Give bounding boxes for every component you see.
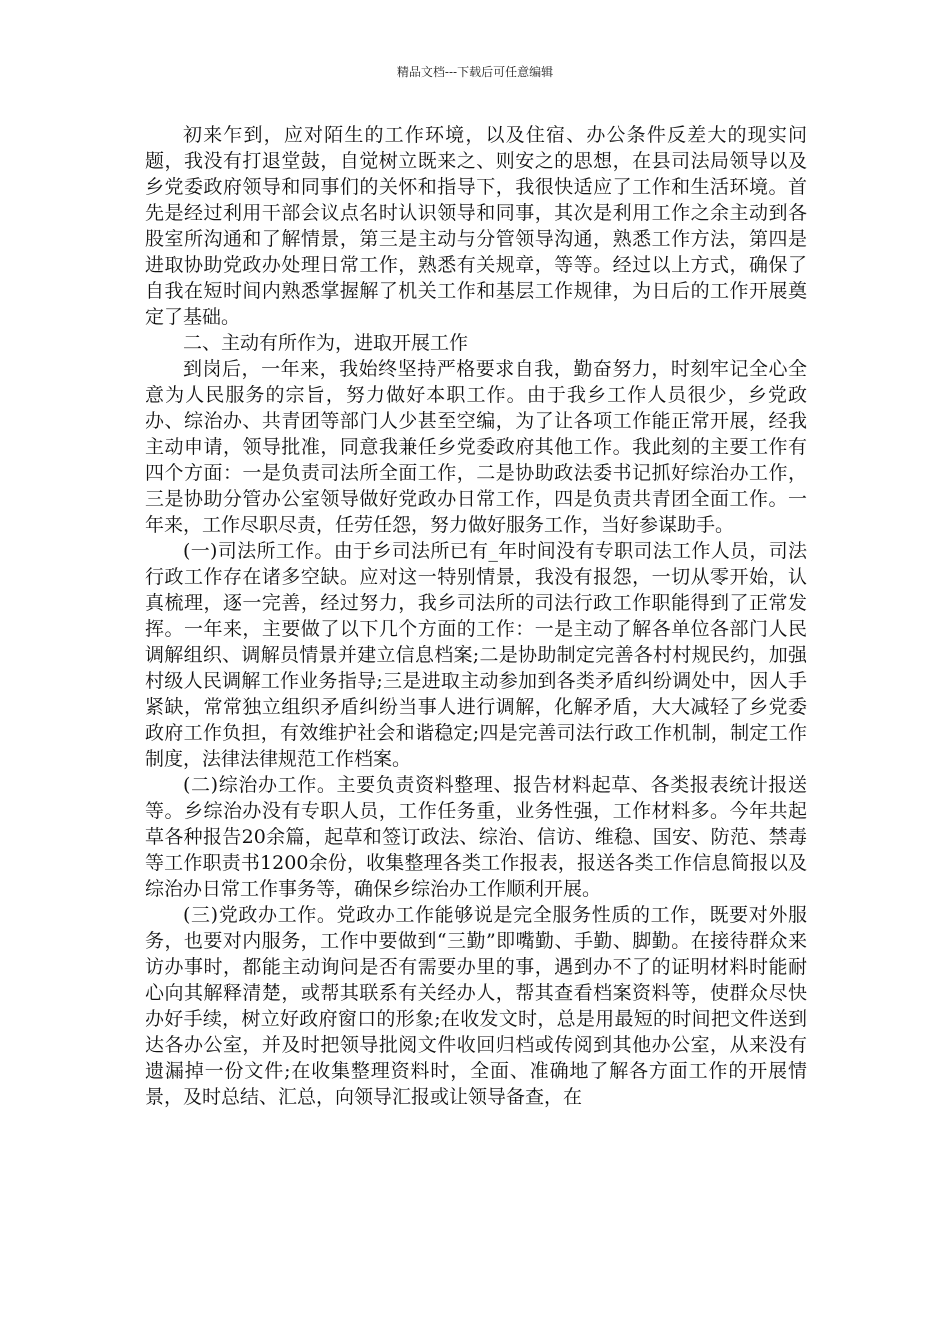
paragraph-party-office: (三)党政办工作。党政办工作能够说是完全服务性质的工作，既要对外服务，也要对内服务，工作中要做到“三勤”即嘴勤、手勤、脚勤。在接待群众来访办事时，都能主动询问是否有需要办里的事，遇到办不了的证明材料时能耐心向其解释清楚，或帮其联系有关经办人，帮其查看档案资料等，使群众尽快办好手续，树立好政府窗口的形象;在收发文时，总是用最短的时间把文件送到达各办公室，并及时把领导批阅文件收回归档或传阅到其他办公室，从来没有遗漏掉一份文件;在收集整理资料时，全面、准确地了解各方面工作的开展情景，及时总结、汇总，向领导汇报或让领导备查，在 [145,904,807,1108]
paragraph-work-overview: 到岗后，一年来，我始终坚持严格要求自我，勤奋努力，时刻牢记全心全意为人民服务的宗旨，努力做好本职工作。由于我乡工作人员很少，乡党政办、综治办、共青团等部门人少甚至空编，为了让各项工作能正常开展，经我主动申请，领导批准，同意我兼任乡党委政府其他工作。我此刻的主要工作有四个方面：一是负责司法所全面工作，二是协助政法委书记抓好综治办工作，三是协助分管办公室领导做好党政办日常工作，四是负责共青团全面工作。一年来，工作尽职尽责，任劳任怨，努力做好服务工作，当好参谋助手。 [145,358,807,536]
section-heading-2: 二、主动有所作为，进取开展工作 [183,332,469,354]
paragraph-judicial-office: (一)司法所工作。由于乡司法所已有_年时间没有专职司法工作人员，司法行政工作存在诸多空缺。应对这一特别情景，我没有报怨，一切从零开始，认真梳理，逐一完善，经过努力，我乡司法所的司法行政工作职能得到了正常发挥。一年来，主要做了以下几个方面的工作：一是主动了解各单位各部门人民调解组织、调解员情景并建立信息档案;二是协助制定完善各村村规民约，加强村级人民调解工作业务指导;三是进取主动参加到各类矛盾纠纷调处中，因人手紧缺，常常独立组织矛盾纠纷当事人进行调解，化解矛盾，大大减轻了乡党委政府工作负担，有效维护社会和谐稳定;四是完善司法行政工作机制，制定工作制度，法律法律规范工作档案。 [145,540,807,770]
paragraph-adaptation: 初来乍到，应对陌生的工作环境，以及住宿、办公条件反差大的现实问题，我没有打退堂鼓，自觉树立既来之、则安之的思想，在县司法局领导以及乡党委政府领导和同事们的关怀和指导下，我很快适应了工作和生活环境。首先是经过利用干部会议点名时认识领导和同事，其次是利用工作之余主动到各股室所沟通和了解情景，第三是主动与分管领导沟通，熟悉工作方法，第四是进取协助党政办处理日常工作，熟悉有关规章，等等。经过以上方式，确保了自我在短时间内熟悉掌握解了机关工作和基层工作规律，为日后的工作开展奠定了基础。 [145,124,807,328]
page-header: 精品文档---下载后可任意编辑 [396,65,554,79]
paragraph-comprehensive-office: (二)综治办工作。主要负责资料整理、报告材料起草、各类报表统计报送等。乡综治办没有专职人员，工作任务重，业务性强，工作材料多。今年共起草各种报告20余篇，起草和签订政法、综治、信访、维稳、国安、防范、禁毒等工作职责书1200余份，收集整理各类工作报表，报送各类工作信息简报以及综治办日常工作事务等，确保乡综治办工作顺利开展。 [145,774,807,900]
document-body [145,122,807,1110]
